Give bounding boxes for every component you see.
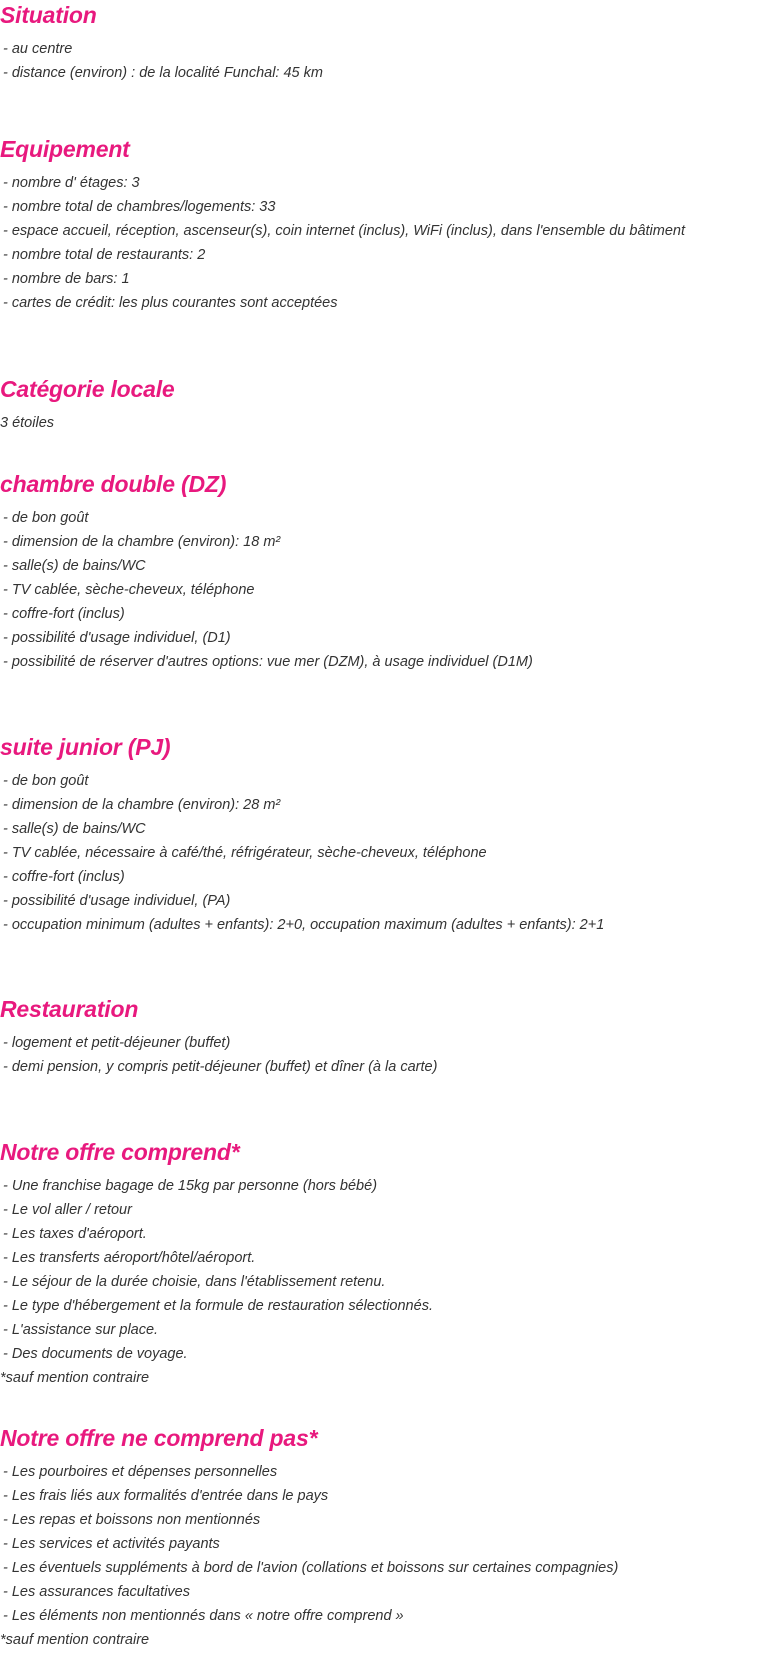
list-item: - Le séjour de la durée choisie, dans l'établissement retenu. xyxy=(3,1274,386,1290)
list-item: - coffre-fort (inclus) xyxy=(3,606,125,622)
list-item: - distance (environ) : de la localité Funchal: 45 km xyxy=(3,65,323,81)
section-lines xyxy=(0,506,758,674)
list-item: - Le type d'hébergement et la formule de restauration sélectionnés. xyxy=(3,1298,433,1314)
section-offre-comprend xyxy=(0,1137,758,1390)
section-lines xyxy=(0,769,758,937)
list-item: - Les repas et boissons non mentionnés xyxy=(3,1512,261,1528)
section-heading: chambre double (DZ) xyxy=(0,471,227,497)
list-item: - L'assistance sur place. xyxy=(3,1322,159,1338)
section-lines xyxy=(0,1460,758,1628)
section-suite-junior xyxy=(0,732,758,937)
list-item: - de bon goût xyxy=(3,773,89,789)
section-lines xyxy=(0,171,758,315)
list-item: - espace accueil, réception, ascenseur(s), coin internet (inclus), WiFi (inclus), dans l'ensemble du bâtiment xyxy=(3,223,686,239)
list-item: - Des documents de voyage. xyxy=(3,1346,188,1362)
list-item: - dimension de la chambre (environ): 28 m² xyxy=(3,797,281,813)
list-item: - Les services et activités payants xyxy=(3,1536,220,1552)
list-item: - nombre de bars: 1 xyxy=(3,271,130,287)
list-item: - coffre-fort (inclus) xyxy=(3,869,125,885)
list-item: - Les taxes d'aéroport. xyxy=(3,1226,147,1242)
list-item: - de bon goût xyxy=(3,510,89,526)
list-item: - dimension de la chambre (environ): 18 m² xyxy=(3,534,281,550)
section-restauration xyxy=(0,994,758,1079)
list-item: - TV cablée, sèche-cheveux, téléphone xyxy=(3,582,255,598)
list-item: - au centre xyxy=(3,41,73,57)
section-heading: Notre offre ne comprend pas* xyxy=(0,1425,318,1451)
list-item: - salle(s) de bains/WC xyxy=(3,821,146,837)
list-item: 3 étoiles xyxy=(0,415,55,431)
list-item: - occupation minimum (adultes + enfants): 2+0, occupation maximum (adultes + enfants): 2+1 xyxy=(3,917,605,933)
section-lines xyxy=(0,1174,758,1366)
list-item: - cartes de crédit: les plus courantes sont acceptées xyxy=(3,295,338,311)
footnote: *sauf mention contraire xyxy=(0,1370,150,1386)
list-item: - demi pension, y compris petit-déjeuner (buffet) et dîner (à la carte) xyxy=(3,1059,438,1075)
list-item: - Les assurances facultatives xyxy=(3,1584,190,1600)
section-situation xyxy=(0,0,758,85)
section-categorie-locale xyxy=(0,374,758,435)
section-heading: suite junior (PJ) xyxy=(0,734,171,760)
section-equipement xyxy=(0,134,758,315)
footnote: *sauf mention contraire xyxy=(0,1632,150,1648)
list-item: - Les éventuels suppléments à bord de l'avion (collations et boissons sur certaines compagnies) xyxy=(3,1560,619,1576)
section-heading: Notre offre comprend* xyxy=(0,1139,240,1165)
list-item: - Les frais liés aux formalités d'entrée dans le pays xyxy=(3,1488,329,1504)
section-heading: Situation xyxy=(0,2,97,28)
section-heading: Equipement xyxy=(0,136,130,162)
section-heading: Restauration xyxy=(0,996,139,1022)
list-item: - nombre total de chambres/logements: 33 xyxy=(3,199,276,215)
list-item: - logement et petit-déjeuner (buffet) xyxy=(3,1035,231,1051)
section-lines xyxy=(0,1031,758,1079)
list-item: - TV cablée, nécessaire à café/thé, réfrigérateur, sèche-cheveux, téléphone xyxy=(3,845,487,861)
list-item: - possibilité d'usage individuel, (PA) xyxy=(3,893,231,909)
list-item: - Les transferts aéroport/hôtel/aéroport. xyxy=(3,1250,256,1266)
section-lines xyxy=(0,411,758,435)
section-chambre-double xyxy=(0,469,758,674)
list-item: - nombre d' étages: 3 xyxy=(3,175,140,191)
list-item: - possibilité de réserver d'autres options: vue mer (DZM), à usage individuel (D1M) xyxy=(3,654,533,670)
list-item: - Les pourboires et dépenses personnelles xyxy=(3,1464,278,1480)
list-item: - Les éléments non mentionnés dans « notre offre comprend » xyxy=(3,1608,404,1624)
list-item: - Le vol aller / retour xyxy=(3,1202,132,1218)
list-item: - nombre total de restaurants: 2 xyxy=(3,247,206,263)
section-heading: Catégorie locale xyxy=(0,376,175,402)
list-item: - salle(s) de bains/WC xyxy=(3,558,146,574)
section-lines xyxy=(0,37,758,85)
section-offre-ne-comprend-pas xyxy=(0,1423,758,1652)
list-item: - Une franchise bagage de 15kg par personne (hors bébé) xyxy=(3,1178,378,1194)
list-item: - possibilité d'usage individuel, (D1) xyxy=(3,630,231,646)
